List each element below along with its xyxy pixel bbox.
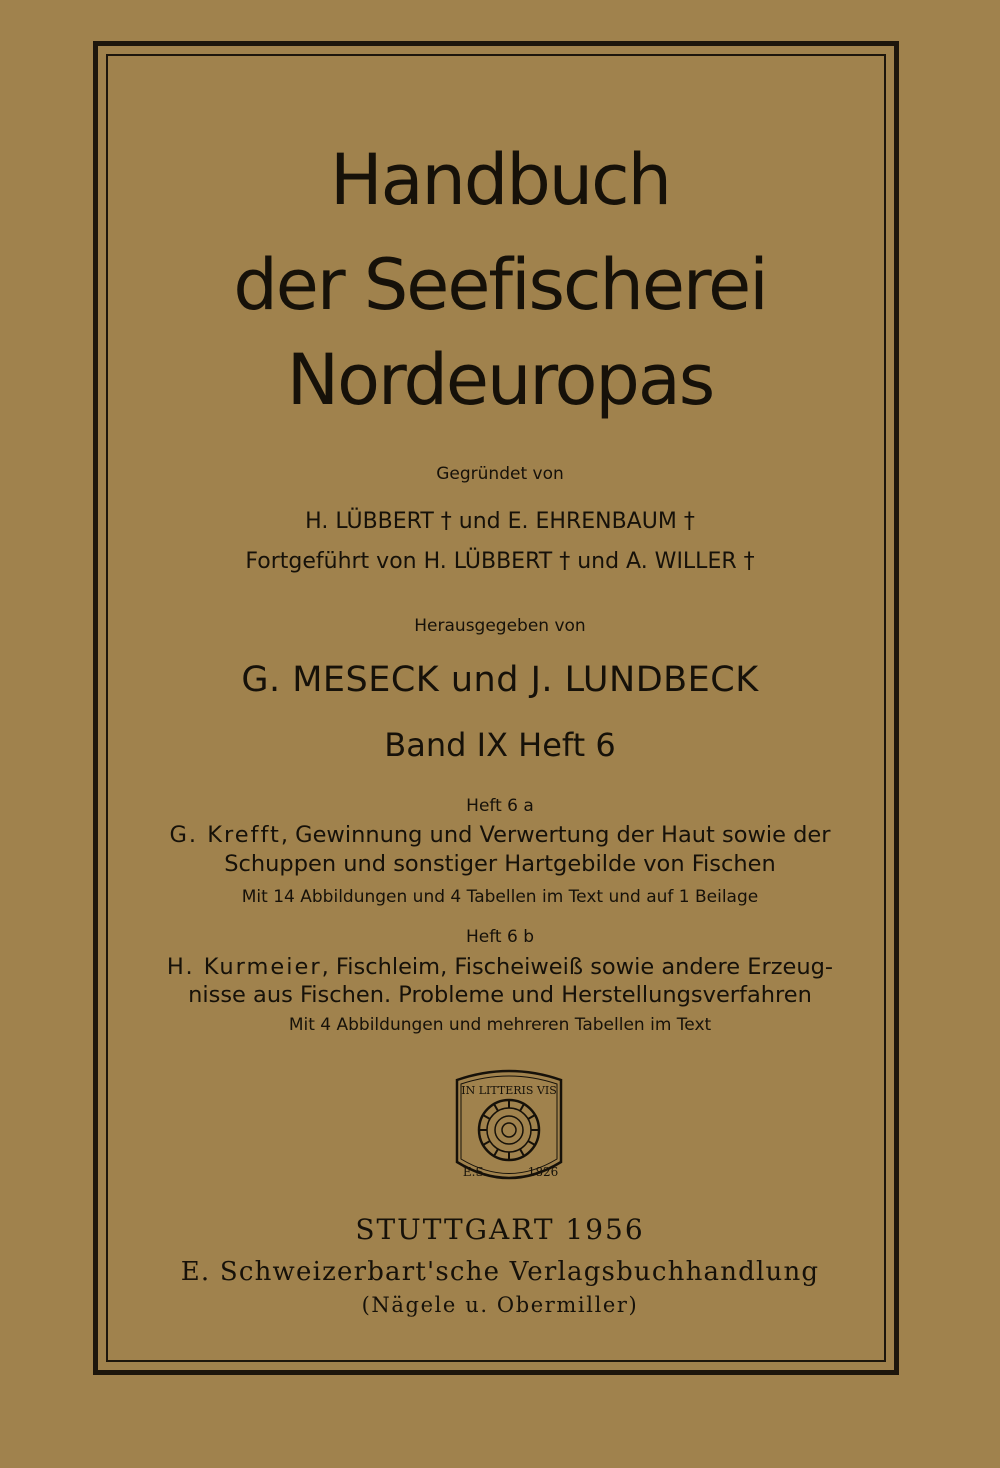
title-line-1: Handbuch <box>330 139 670 221</box>
ammonite-shell-icon <box>479 1100 539 1160</box>
part-b-note: Mit 4 Abbildungen und mehreren Tabellen im Text <box>288 1015 712 1035</box>
title-line-3: Nordeuropas <box>286 339 714 421</box>
part-b-author: H. Kurmeier <box>166 954 322 980</box>
continued-by: Fortgeführt von H. LÜBBERT † und A. WILLER † <box>245 549 755 574</box>
editors-names: G. MESECK und J. LUNDBECK <box>241 660 759 700</box>
seal-initials: E.S. <box>462 1165 488 1179</box>
volume-number: Band IX Heft 6 <box>384 726 616 764</box>
part-a-author: G. Krefft <box>169 822 281 848</box>
editors-label: Herausgegeben von <box>414 616 586 636</box>
part-b-title-line-1 <box>0 953 1000 981</box>
part-a-title-line-2: Schuppen und sonstiger Hartgebilde von Fischen <box>224 851 776 877</box>
part-b-title: , Fischleim, Fischeiweiß sowie andere Erzeug- <box>321 954 834 980</box>
founders-label: Gegründet von <box>436 464 564 484</box>
part-a-title: , Gewinnung und Verwertung der Haut sowie der <box>280 822 831 848</box>
founders-names: H. LÜBBERT † und E. EHRENBAUM † <box>305 509 695 534</box>
part-b-title-line-2: nisse aus Fischen. Probleme und Herstellungsverfahren <box>188 982 812 1008</box>
part-a-heading: Heft 6 a <box>466 796 534 816</box>
part-b-heading: Heft 6 b <box>465 927 534 947</box>
title-line-2: der Seefischerei <box>233 244 767 326</box>
publisher-name: E. Schweizerbart'sche Verlagsbuchhandlung <box>180 1257 820 1287</box>
publisher-seal-emblem <box>443 1058 575 1198</box>
seal-year: 1826 <box>527 1165 559 1179</box>
seal-motto: IN LITTERIS VIS <box>461 1084 557 1097</box>
publisher-subtitle: (Nägele u. Obermiller) <box>361 1293 639 1317</box>
part-a-title-line-1 <box>0 821 1000 849</box>
part-a-note: Mit 14 Abbildungen und 4 Tabellen im Text und auf 1 Beilage <box>241 887 759 907</box>
city-year: STUTTGART 1956 <box>355 1213 645 1246</box>
